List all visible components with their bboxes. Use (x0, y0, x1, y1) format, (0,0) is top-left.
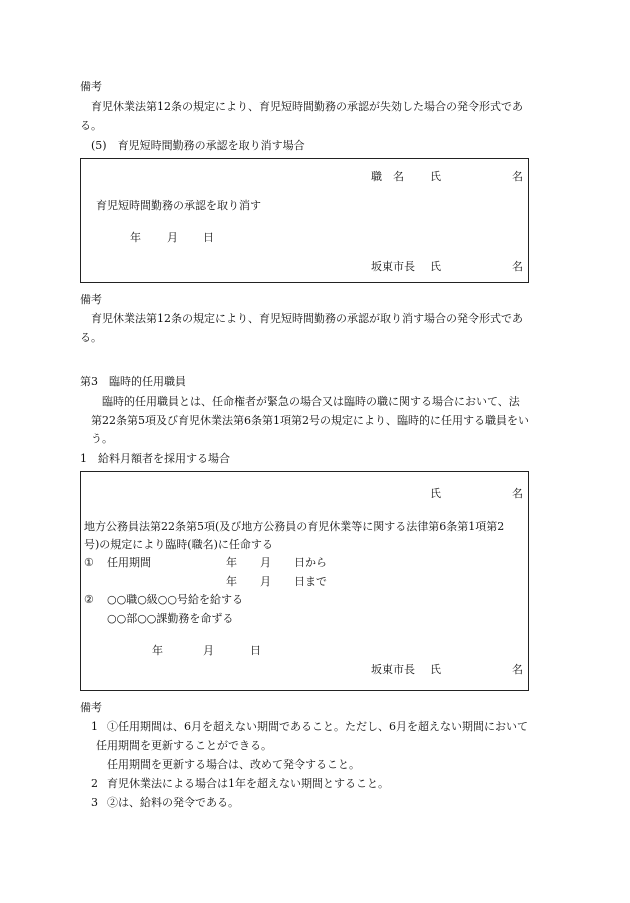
form-field-label: 名 (512, 487, 523, 500)
note-heading: 備考 (80, 293, 102, 306)
date-month: 月 (167, 231, 178, 244)
note-text-line: 任用期間を更新することができる。 (96, 739, 272, 752)
item-text: ○○部○○課勤務を命ずる (107, 612, 234, 625)
note-text-line: る。 (80, 119, 102, 132)
note-number: 2 (91, 777, 98, 790)
note-text-line: 任用期間を更新する場合は、改めて発令すること。 (107, 758, 360, 771)
form-field-label: 名 (512, 170, 523, 183)
note-text-line: ②は、給料の発令である。 (107, 796, 239, 809)
period-to-year: 年 (226, 575, 237, 588)
period-from-suffix: 日から (294, 556, 327, 569)
paragraph-line: う。 (91, 432, 113, 445)
form-body-text: 号)の規定により臨時(職名)に任命する (84, 538, 273, 551)
date-year: 年 (152, 644, 163, 657)
note-heading: 備考 (80, 701, 102, 714)
signer-title: 坂東市長 (371, 260, 415, 273)
form-box-cancel (80, 158, 529, 283)
date-day: 日 (250, 644, 261, 657)
signer-label: 名 (512, 663, 523, 676)
paragraph-line: 第22条第5項及び育児休業法第6条第1項第2号の規定により、臨時的に任用する職員をい (91, 414, 529, 427)
form-body-text: 地方公務員法第22条第5項(及び地方公務員の育児休業等に関する法律第6条第1項第2 (84, 520, 505, 533)
note-heading: 備考 (80, 80, 102, 93)
date-month: 月 (203, 644, 214, 657)
period-from-month: 月 (260, 556, 271, 569)
date-day: 日 (203, 231, 214, 244)
signer-label: 氏 (430, 663, 441, 676)
signer-label: 名 (512, 260, 523, 273)
section-heading: (5) 育児短時間勤務の承認を取り消す場合 (91, 139, 305, 152)
signer-label: 氏 (430, 260, 441, 273)
subsection-heading: 1 給料月額者を採用する場合 (80, 452, 230, 465)
item-mark: ① (84, 556, 94, 569)
note-number: 1 (91, 720, 98, 733)
note-text-line: ①任用期間は、6月を超えない期間であること。ただし、6月を超えない期間において (107, 720, 528, 733)
item-text: ○○職○級○○号給を給する (107, 593, 243, 606)
form-body-text: 育児短時間勤務の承認を取り消す (96, 199, 261, 212)
period-to-month: 月 (260, 575, 271, 588)
item-label: 任用期間 (107, 556, 151, 569)
note-number: 3 (91, 796, 98, 809)
note-text-line: 育児休業法第12条の規定により、育児短時間勤務の承認が失効した場合の発令形式であ (91, 100, 523, 113)
period-from-year: 年 (226, 556, 237, 569)
item-mark: ② (84, 593, 94, 606)
form-field-label: 氏 (430, 487, 441, 500)
note-text-line: 育児休業法による場合は1年を超えない期間とすること。 (107, 777, 389, 790)
form-field-label: 職 名 (371, 170, 404, 183)
period-to-suffix: 日まで (294, 575, 327, 588)
note-text-line: る。 (80, 331, 102, 344)
note-text-line: 育児休業法第12条の規定により、育児短時間勤務の承認が取り消す場合の発令形式であ (91, 312, 523, 325)
paragraph-line: 臨時的任用職員とは、任命権者が緊急の場合又は臨時の職に関する場合において、法 (102, 395, 520, 408)
section-heading: 第3 臨時的任用職員 (80, 375, 186, 388)
date-year: 年 (130, 231, 141, 244)
signer-title: 坂東市長 (371, 663, 415, 676)
form-field-label: 氏 (430, 170, 441, 183)
